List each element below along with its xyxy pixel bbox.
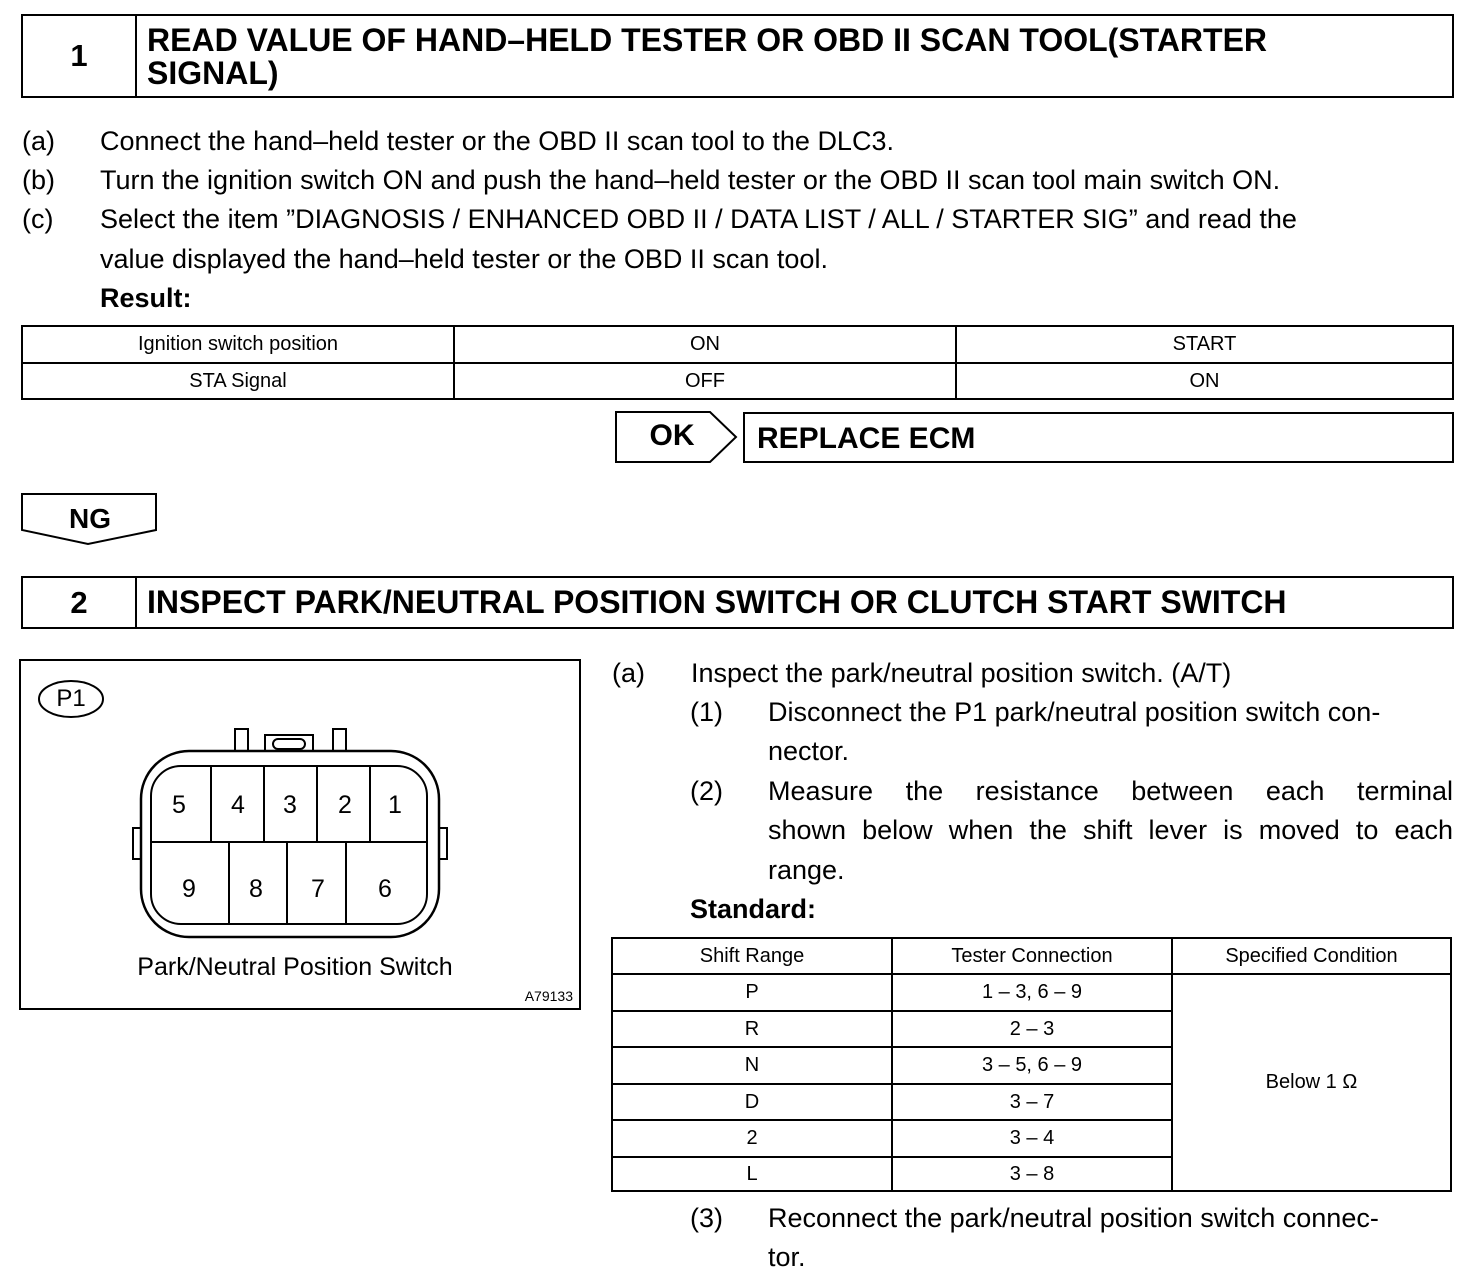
standard-range-cell: L [612, 1157, 892, 1191]
pin-label: 8 [249, 875, 263, 903]
step2-sub1-line1: Disconnect the P1 park/neutral position switch con- [768, 697, 1381, 727]
step2-sub1-line2: nector. [768, 736, 850, 766]
step1-title-line2: SIGNAL) [147, 55, 279, 91]
standard-connection-cell: 3 – 7 [892, 1084, 1172, 1120]
standard-header-condition: Specified Condition [1172, 938, 1451, 974]
step2-item-a-label: (a) [612, 658, 645, 688]
step2-sub3-label: (3) [690, 1203, 723, 1233]
result-cell-sta-label: STA Signal [22, 363, 454, 399]
step1-item-a-text: Connect the hand–held tester or the OBD II scan tool to the DLC3. [100, 126, 894, 156]
pin-label: 4 [231, 791, 245, 819]
step1-title-line1: READ VALUE OF HAND–HELD TESTER OR OBD II SCAN TOOL(STARTER [147, 22, 1268, 58]
step1-title [147, 24, 1442, 90]
result-row-sta [22, 363, 1453, 399]
standard-connection-cell: 2 – 3 [892, 1011, 1172, 1047]
step1-item-c-text-line2: value displayed the hand–held tester or the OBD II scan tool. [100, 244, 828, 274]
step2-sub2-line1: Measure the resistance between each terminal [768, 776, 1453, 806]
ok-action-text: REPLACE ECM [757, 422, 976, 455]
result-cell-ignition-on: ON [454, 326, 956, 363]
standard-connection-cell: 3 – 8 [892, 1157, 1172, 1191]
standard-header-range: Shift Range [612, 938, 892, 974]
standard-connection-cell: 3 – 4 [892, 1120, 1172, 1157]
pin-label: 1 [388, 791, 402, 819]
standard-range-cell: P [612, 974, 892, 1011]
result-row-ignition [22, 326, 1453, 363]
step2-sub2-line2: shown below when the shift lever is moved to each [768, 815, 1453, 845]
standard-range-cell: N [612, 1047, 892, 1084]
result-cell-sta-start: ON [956, 363, 1453, 399]
step1-header [21, 14, 1454, 98]
standard-header-row [612, 938, 1451, 974]
result-cell-ignition-start: START [956, 326, 1453, 363]
connector-figure [19, 659, 581, 1010]
step2-title: INSPECT PARK/NEUTRAL POSITION SWITCH OR CLUTCH START SWITCH [147, 584, 1287, 620]
result-table [21, 325, 1454, 400]
standard-connection-cell: 1 – 3, 6 – 9 [892, 974, 1172, 1011]
connector-id-label: P1 [56, 685, 86, 712]
standard-header-connection: Tester Connection [892, 938, 1172, 974]
step1-item-a-label: (a) [22, 126, 55, 156]
step1-item-c-label: (c) [22, 204, 54, 234]
result-label: Result: [100, 283, 192, 313]
figure-caption: Park/Neutral Position Switch [137, 953, 453, 981]
pin-label: 7 [311, 875, 325, 903]
step2-sub3-line2: tor. [768, 1242, 806, 1272]
standard-table [611, 937, 1452, 1192]
step2-sub3-line1: Reconnect the park/neutral position switch connec- [768, 1203, 1379, 1233]
result-cell-sta-on: OFF [454, 363, 956, 399]
pin-label: 5 [172, 791, 186, 819]
step2-header [21, 576, 1454, 629]
step2-sub2-label: (2) [690, 776, 723, 806]
pin-label: 9 [182, 875, 196, 903]
step1-item-c-text-line1: Select the item ”DIAGNOSIS / ENHANCED OBD II / DATA LIST / ALL / STARTER SIG” and read the [100, 204, 1297, 234]
pin-label: 3 [283, 791, 297, 819]
ok-action-box [743, 412, 1454, 463]
step2-sub2-line3: range. [768, 855, 845, 885]
step2-sub1-label: (1) [690, 697, 723, 727]
standard-range-cell: R [612, 1011, 892, 1047]
standard-range-cell: 2 [612, 1120, 892, 1157]
standard-range-cell: D [612, 1084, 892, 1120]
ok-label: OK [649, 419, 695, 452]
step1-item-b-text: Turn the ignition switch ON and push the hand–held tester or the OBD II scan tool main switch ON. [100, 165, 1281, 195]
result-cell-ignition-label: Ignition switch position [22, 326, 454, 363]
ng-label: NG [69, 503, 111, 534]
standard-connection-cell: 3 – 5, 6 – 9 [892, 1047, 1172, 1084]
pin-label: 2 [338, 791, 352, 819]
table-row [612, 974, 1451, 1011]
standard-label: Standard: [690, 894, 817, 924]
step2-number: 2 [23, 578, 137, 627]
step2-item-a-text: Inspect the park/neutral position switch. (A/T) [691, 658, 1232, 688]
standard-condition-cell: Below 1 Ω [1172, 974, 1451, 1191]
pin-label: 6 [378, 875, 392, 903]
step1-item-b-label: (b) [22, 165, 55, 195]
step1-number: 1 [23, 16, 137, 96]
figure-code: A79133 [524, 988, 573, 1004]
